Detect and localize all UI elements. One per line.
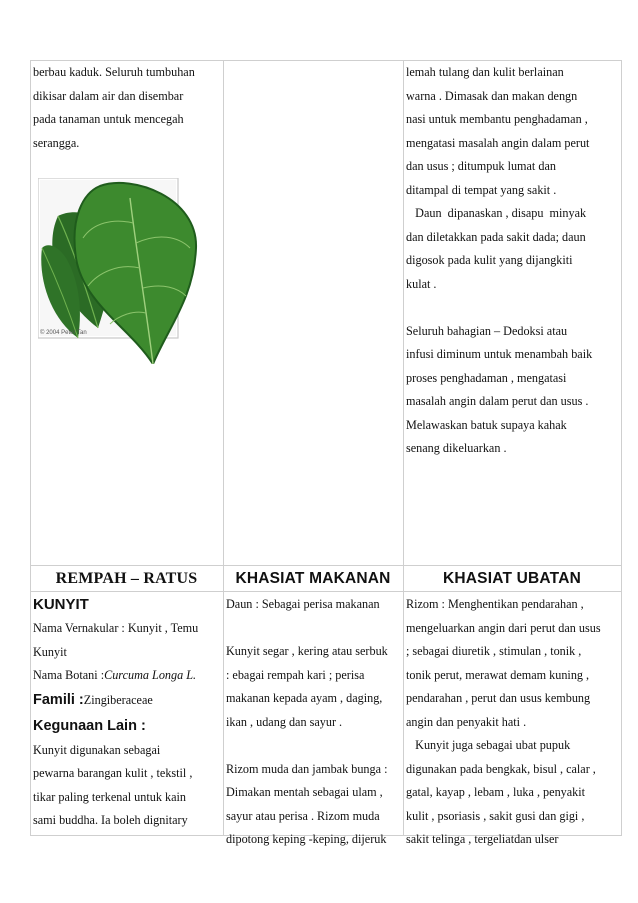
text-line bbox=[406, 296, 622, 320]
herb-name: KUNYIT bbox=[33, 596, 89, 613]
other-uses-line: sami buddha. Ia boleh dignitary bbox=[33, 813, 188, 827]
medicinal-line: angin dan penyakit hati . bbox=[406, 714, 527, 729]
top-row-remedy-text bbox=[33, 61, 223, 155]
medicinal-line: Rizom : Menghentikan pendarahan , bbox=[406, 597, 584, 611]
text-line: Melawaskan batuk supaya kahak bbox=[406, 417, 567, 432]
other-uses-line: Kunyit digunakan sebagai bbox=[33, 742, 161, 757]
text-line: nasi untuk membantu penghadaman , bbox=[406, 112, 588, 126]
food-line: Rizom muda dan jambak bunga : bbox=[226, 761, 388, 776]
medicinal-line: tonik perut, merawat demam kuning , bbox=[406, 667, 590, 682]
medicinal-line: sakit telinga , tergeliatdan ulser bbox=[406, 832, 559, 846]
other-uses-line: pewarna barangan kulit , tekstil , bbox=[33, 766, 193, 780]
text-line: dikisar dalam air dan disembar bbox=[33, 88, 184, 103]
food-line: Dimakan mentah sebagai ulam , bbox=[226, 785, 383, 799]
food-line bbox=[226, 617, 400, 641]
food-line: ikan , udang dan sayur . bbox=[226, 714, 343, 729]
text-line: warna . Dimasak dan makan dengn bbox=[406, 88, 578, 103]
text-line: lemah tulang dan kulit berlainan bbox=[406, 65, 564, 79]
food-line: Daun : Sebagai perisa makanan bbox=[226, 597, 380, 611]
kunyit-food-uses bbox=[226, 593, 400, 852]
family-name bbox=[33, 688, 223, 713]
header-top-border bbox=[30, 565, 622, 566]
text-line: infusi diminum untuk menambah baik bbox=[406, 347, 593, 361]
text-line: dan diletakkan pada sakit dada; daun bbox=[406, 229, 586, 244]
food-line: sayur atau perisa . Rizom muda bbox=[226, 808, 380, 823]
food-line: makanan kepada ayam , daging, bbox=[226, 691, 383, 705]
herb-table bbox=[30, 60, 622, 846]
top-row-ubatan-text bbox=[406, 61, 622, 461]
text-line: berbau kaduk. Seluruh tumbuhan bbox=[33, 65, 195, 79]
food-line: dipotong keping -keping, dijeruk bbox=[226, 832, 387, 846]
food-line: Kunyit segar , kering atau serbuk bbox=[226, 644, 388, 658]
text-line: digosok pada kulit yang dijangkiti bbox=[406, 253, 573, 267]
medicinal-line: mengeluarkan angin dari perut dan usus bbox=[406, 620, 601, 635]
text-line: proses penghadaman , mengatasi bbox=[406, 370, 567, 385]
family-label: Famili : bbox=[33, 691, 84, 708]
text-line: senang dikeluarkan . bbox=[406, 441, 507, 455]
column-divider-2 bbox=[403, 60, 404, 836]
medicinal-line: kulit , psoriasis , sakit gusi dan gigi , bbox=[406, 808, 585, 823]
text-line: dan usus ; ditumpuk lumat dan bbox=[406, 159, 556, 173]
text-line: mengatasi masalah angin dalam perut bbox=[406, 135, 590, 150]
header-khasiat-ubatan: KHASIAT UBATAN bbox=[443, 570, 581, 587]
text-line: pada tanaman untuk mencegah bbox=[33, 112, 184, 126]
medicinal-line: Kunyit juga sebagai ubat pupuk bbox=[406, 738, 571, 752]
vernacular-name: Nama Vernakular : Kunyit , Temu bbox=[33, 621, 199, 635]
medicinal-line: pendarahan , perut dan usus kembung bbox=[406, 691, 591, 705]
food-line bbox=[226, 734, 400, 758]
kunyit-medicinal-uses bbox=[406, 593, 622, 852]
text-line: masalah angin dalam perut dan usus . bbox=[406, 394, 589, 408]
food-line: : ebagai rempah kari ; perisa bbox=[226, 667, 365, 682]
table-left-border bbox=[30, 60, 31, 836]
header-khasiat-makanan: KHASIAT MAKANAN bbox=[235, 570, 391, 587]
botanical-label: Nama Botani : bbox=[33, 668, 105, 682]
text-line: Daun dipanaskan , disapu minyak bbox=[406, 206, 587, 220]
betel-leaf-image bbox=[38, 178, 198, 364]
medicinal-line: digunakan pada bengkak, bisul , calar , bbox=[406, 761, 596, 776]
text-line: serangga. bbox=[33, 135, 80, 150]
text-line: Seluruh bahagian – Dedoksi atau bbox=[406, 323, 568, 338]
botanical-value: Curcuma Longa L. bbox=[104, 668, 197, 682]
botanical-name bbox=[33, 664, 223, 688]
text-line: kulat . bbox=[406, 276, 437, 291]
family-value: Zingiberaceae bbox=[83, 692, 153, 707]
medicinal-line: ; sebagai diuretik , stimulan , tonik , bbox=[406, 644, 582, 658]
image-credit: © 2004 Peter Tan bbox=[40, 330, 87, 336]
kunyit-description bbox=[33, 593, 223, 833]
vernacular-name-cont: Kunyit bbox=[33, 644, 67, 659]
column-divider-1 bbox=[223, 60, 224, 836]
other-uses-line: tikar paling terkenal untuk kain bbox=[33, 789, 186, 804]
text-line: ditampal di tempat yang sakit . bbox=[406, 182, 557, 197]
header-rempah-ratus: REMPAH – RATUS bbox=[55, 570, 198, 587]
other-uses-title: Kegunaan Lain : bbox=[33, 717, 146, 734]
medicinal-line: gatal, kayap , lebam , luka , penyakit bbox=[406, 785, 586, 799]
